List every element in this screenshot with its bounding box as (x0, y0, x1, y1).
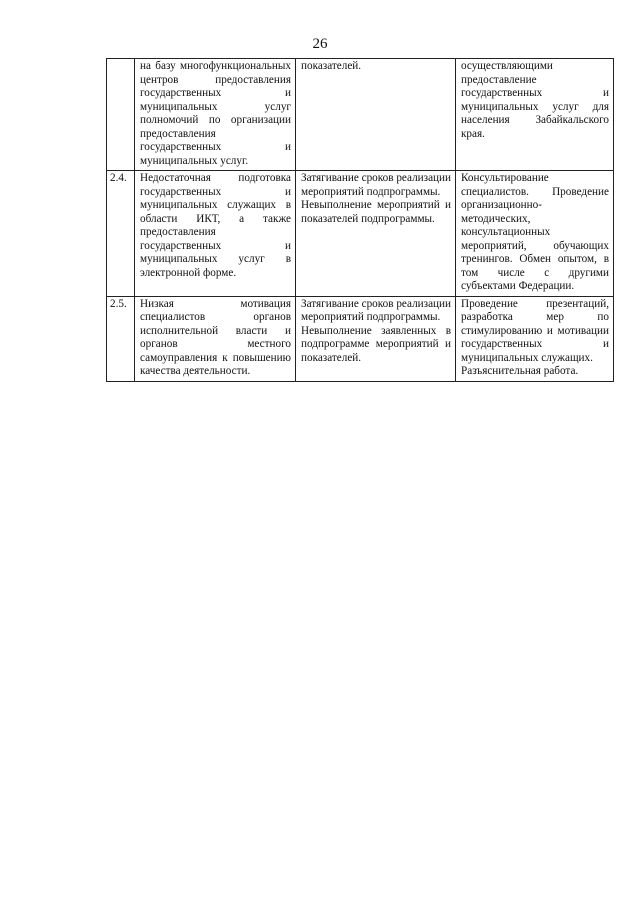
consequence-text: Невыполнение заявленных в подпрограмме мероприятий и показателей. (301, 324, 451, 364)
measure-text: Проведение презентаций, разработка мер по стимулированию и мотивации государственных и муниципальных служащих. (461, 297, 609, 364)
risk-text: Недостаточная подготовка государственных и муниципальных служащих в области ИКТ, а также предоставления государственных и муниципальных услуг в электронной форме. (140, 172, 291, 279)
row-number-cell (107, 59, 135, 171)
consequences-cell (296, 296, 456, 381)
table-row (107, 171, 614, 297)
row-number-cell: 2.4. (107, 171, 135, 297)
table-row (107, 296, 614, 381)
consequence-text: показателей. (301, 60, 362, 72)
consequences-cell (296, 171, 456, 297)
row-number-cell: 2.5. (107, 296, 135, 381)
risk-cell (135, 296, 296, 381)
consequences-cell (296, 59, 456, 171)
risk-text: на базу многофункциональных центров предоставления государственных и муниципальных услуг полномочий по организации предоставления государственных и муниципальных услуг. (140, 60, 291, 167)
measure-text: осуществляющими предоставление государственных и муниципальных услуг для населения Забайкальского края. (461, 60, 609, 140)
measure-text: Консультирование специалистов. Проведение организационно-методических, консультационных мероприятий, обучающих тренингов. Обмен опытом, в том числе с другими субъектами Федерации. (461, 172, 609, 292)
measures-cell (456, 171, 614, 297)
measure-text: Разъяснительная работа. (461, 365, 579, 377)
page-number: 26 (312, 36, 328, 52)
measures-cell (456, 296, 614, 381)
table-row (107, 59, 614, 171)
risk-cell (135, 59, 296, 171)
risk-table (106, 58, 614, 382)
consequence-text: Затягивание сроков реализации мероприятий подпрограммы. (301, 297, 451, 323)
risk-cell (135, 171, 296, 297)
consequence-text: Затягивание сроков реализации мероприятий подпрограммы. (301, 172, 451, 198)
risk-text: Низкая мотивация специалистов органов исполнительной власти и органов местного самоуправления к повышению качества деятельности. (140, 297, 291, 377)
consequence-text: Невыполнение мероприятий и показателей подпрограммы. (301, 199, 451, 225)
measures-cell (456, 59, 614, 171)
